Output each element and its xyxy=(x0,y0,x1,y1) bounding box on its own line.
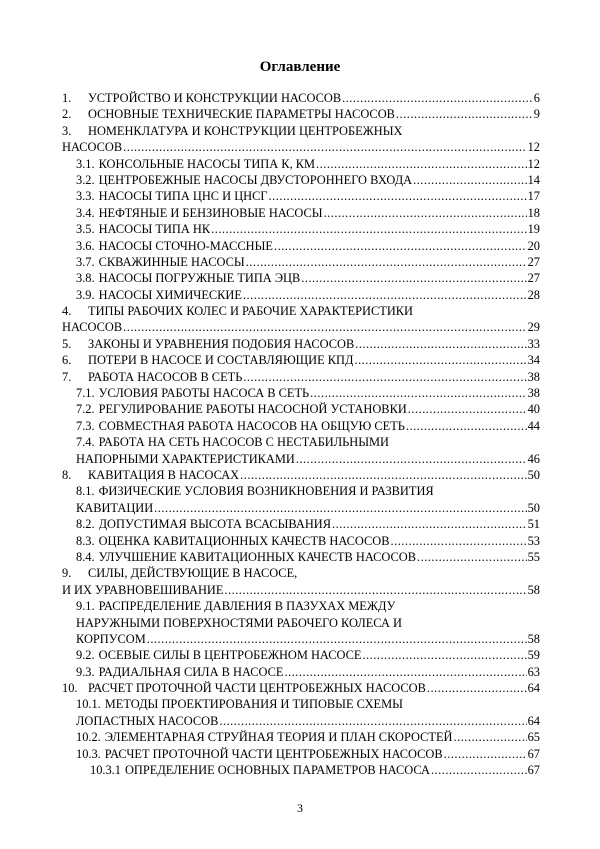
toc-entry-continuation xyxy=(62,631,540,647)
toc-leader-dots xyxy=(355,336,526,352)
toc-entry xyxy=(62,270,540,286)
toc-leader-dots xyxy=(219,713,526,729)
toc-entry-page: 38 xyxy=(527,386,540,401)
toc-entry-number: 3.6. xyxy=(76,238,95,253)
toc-entry-text: СИЛЫ, ДЕЙСТВУЮЩИЕ В НАСОСЕ, xyxy=(88,566,298,581)
toc-leader-dots xyxy=(444,746,527,762)
toc-entry-number: 10.3.1 xyxy=(90,763,121,778)
toc-entry-page: 55 xyxy=(527,549,540,564)
toc-leader-dots xyxy=(342,90,533,106)
toc-leader-dots xyxy=(246,254,527,270)
toc-leader-dots xyxy=(147,631,527,647)
toc-entry-page: 50 xyxy=(527,500,540,515)
toc-entry-number: 6. xyxy=(62,353,72,368)
toc-entry-number: 5. xyxy=(62,336,72,351)
toc-entry-number: 3.9. xyxy=(76,287,95,302)
toc-entry-text: НАСОСЫ ХИМИЧЕСКИЕ xyxy=(98,287,242,302)
toc-entry xyxy=(62,549,540,565)
toc-leader-dots xyxy=(413,172,527,188)
toc-entry xyxy=(62,106,540,122)
toc-leader-dots xyxy=(396,106,533,122)
toc-entry-page: 51 xyxy=(527,517,540,532)
toc-entry-text: УСТРОЙСТВО И КОНСТРУКЦИИ НАСОСОВ xyxy=(88,91,342,105)
toc-entry-page: 58 xyxy=(527,582,540,597)
toc-entry xyxy=(62,90,540,106)
toc-entry-text: ОЦЕНКА КАВИТАЦИОННЫХ КАЧЕСТВ НАСОСОВ xyxy=(98,533,390,548)
toc-leader-dots xyxy=(154,500,526,516)
page-number: 3 xyxy=(297,801,303,815)
toc-entry xyxy=(62,254,540,270)
toc-entry-number: 3.7. xyxy=(76,254,95,269)
toc-leader-dots xyxy=(362,647,526,663)
toc-entry-text: НАСОСЫ ТИПА НК xyxy=(98,222,211,237)
toc-entry-page: 64 xyxy=(527,713,540,728)
toc-entry-text: ЗАКОНЫ И УРАВНЕНИЯ ПОДОБИЯ НАСОСОВ xyxy=(88,336,355,351)
toc-entry-text: НАСОСЫ СТОЧНО-МАССНЫЕ xyxy=(98,238,273,253)
toc-entry-page: 29 xyxy=(527,320,540,335)
toc-entry-page: 50 xyxy=(527,467,540,482)
toc-entry xyxy=(62,516,540,532)
toc-entry-text: ПОТЕРИ В НАСОСЕ И СОСТАВЛЯЮЩИЕ КПД xyxy=(88,353,354,368)
toc-entry-number: 3.8. xyxy=(76,271,95,286)
toc-entry-number: 3.2. xyxy=(76,172,95,187)
toc-entry-text-cont: КОРПУСОМ xyxy=(76,631,146,646)
toc-leader-dots xyxy=(301,270,526,286)
toc-entry xyxy=(62,369,540,385)
toc-entry-text: СОВМЕСТНАЯ РАБОТА НАСОСОВ НА ОБЩУЮ СЕТЬ xyxy=(98,418,405,433)
toc-entry xyxy=(62,746,540,762)
toc-entry-page: 18 xyxy=(527,205,540,220)
toc-entry-text: РАДИАЛЬНАЯ СИЛА В НАСОСЕ xyxy=(98,664,284,679)
toc-leader-dots xyxy=(269,188,527,204)
toc-entry-continuation xyxy=(62,451,540,467)
toc-entry-text: ТИПЫ РАБОЧИХ КОЛЕС И РАБОЧИЕ ХАРАКТЕРИСТИКИ xyxy=(88,304,413,319)
toc-entry-number: 10.1. xyxy=(76,697,101,712)
toc-leader-dots xyxy=(316,156,527,172)
toc-entry-text-cont: ЛОПАСТНЫХ НАСОСОВ xyxy=(76,713,219,728)
toc-entry xyxy=(62,696,540,712)
toc-entry-number: 7.2. xyxy=(76,402,95,417)
toc-entry xyxy=(62,647,540,663)
toc-entry-text: КАВИТАЦИЯ В НАСОСАХ xyxy=(88,467,240,482)
toc-entry-page: 38 xyxy=(527,369,540,384)
toc-entry xyxy=(62,729,540,745)
toc-entry-page: 14 xyxy=(527,172,540,187)
toc-entry-continuation xyxy=(62,500,540,516)
toc-entry-page: 6 xyxy=(533,91,540,105)
toc-leader-dots xyxy=(354,352,526,368)
toc-entry-number: 3.1. xyxy=(76,156,95,171)
toc-leader-dots xyxy=(453,729,526,745)
toc-entry-number: 3.3. xyxy=(76,189,95,204)
toc-entry xyxy=(62,221,540,237)
toc-entry-page: 46 xyxy=(527,451,540,466)
toc-entry xyxy=(62,385,540,401)
toc-entry-page: 28 xyxy=(527,287,540,302)
toc-leader-dots xyxy=(332,516,527,532)
toc-entry-number: 3.4. xyxy=(76,205,95,220)
toc-entry-number: 8.4. xyxy=(76,549,95,564)
toc-entry-text: РАСПРЕДЕЛЕНИЕ ДАВЛЕНИЯ В ПАЗУХАХ МЕЖДУ xyxy=(98,599,396,614)
toc-leader-dots xyxy=(243,287,527,303)
toc-leader-dots xyxy=(123,139,526,155)
toc-entry-number: 8.3. xyxy=(76,533,95,548)
toc-entry-text: КОНСОЛЬНЫЕ НАСОСЫ ТИПА К, КМ xyxy=(98,156,316,171)
toc-entry-page: 33 xyxy=(527,336,540,351)
toc-entry-page: 12 xyxy=(527,140,540,155)
toc-entry-number: 7.4. xyxy=(76,435,95,450)
toc-leader-dots xyxy=(408,401,527,417)
toc-entry-page: 67 xyxy=(527,763,540,778)
toc-leader-dots xyxy=(427,680,527,696)
toc-leader-dots xyxy=(224,582,526,598)
toc-entry-text-cont: НАПОРНЫМИ ХАРАКТЕРИСТИКАМИ xyxy=(76,451,295,466)
toc-entry xyxy=(62,598,540,614)
toc-entry-text-cont: КАВИТАЦИИ xyxy=(76,500,154,515)
toc-leader-dots xyxy=(324,205,527,221)
toc-entry-page: 44 xyxy=(527,418,540,433)
toc-entry-text-cont: И ИХ УРАВНОВЕШИВАНИЕ xyxy=(62,582,224,597)
toc-entry-page: 64 xyxy=(527,681,540,696)
toc-entry xyxy=(62,434,540,450)
toc-entry-page: 9 xyxy=(533,107,540,122)
toc-entry-text-cont: НАСОСОВ xyxy=(62,320,123,335)
toc-entry-page: 27 xyxy=(527,271,540,286)
toc-entry-page: 53 xyxy=(527,533,540,548)
toc-entry xyxy=(62,188,540,204)
toc-entry xyxy=(62,401,540,417)
toc-entry-text: ЦЕНТРОБЕЖНЫЕ НАСОСЫ ДВУСТОРОННЕГО ВХОДА xyxy=(98,172,413,187)
toc-entry-continuation xyxy=(62,615,540,631)
toc-entry-text: РАБОТА НА СЕТЬ НАСОСОВ С НЕСТАБИЛЬНЫМИ xyxy=(98,435,389,450)
toc-entry-text: УСЛОВИЯ РАБОТЫ НАСОСА В СЕТЬ xyxy=(98,386,310,401)
toc-entry-text: МЕТОДЫ ПРОЕКТИРОВАНИЯ И ТИПОВЫЕ СХЕМЫ xyxy=(104,697,403,712)
toc-entry-text: НАСОСЫ ТИПА ЦНС И ЦНСГ xyxy=(98,189,268,204)
toc-entry-page: 40 xyxy=(527,402,540,417)
toc-leader-dots xyxy=(123,319,526,335)
toc-entry-text: НЕФТЯНЫЕ И БЕНЗИНОВЫЕ НАСОСЫ xyxy=(98,205,323,220)
toc-entry xyxy=(62,664,540,680)
toc-entry-text: ДОПУСТИМАЯ ВЫСОТА ВСАСЫВАНИЯ xyxy=(98,517,332,532)
toc-entry-number: 10. xyxy=(62,681,78,696)
toc-entry-page: 27 xyxy=(527,254,540,269)
toc-entry-number: 9.1. xyxy=(76,599,95,614)
toc-entry-number: 7. xyxy=(62,369,72,384)
toc-entry-text: НОМЕНКЛАТУРА И КОНСТРУКЦИИ ЦЕНТРОБЕЖНЫХ xyxy=(88,123,403,138)
toc-entry-number: 8.1. xyxy=(76,484,95,499)
toc-entry-number: 1. xyxy=(62,91,72,105)
toc-entry-number: 2. xyxy=(62,107,72,122)
toc-entry-text: ФИЗИЧЕСКИЕ УСЛОВИЯ ВОЗНИКНОВЕНИЯ И РАЗВИТИЯ xyxy=(98,484,434,499)
toc-entry xyxy=(62,238,540,254)
toc-entry-number: 10.3. xyxy=(76,746,101,761)
toc-entry-text: ОСНОВНЫЕ ТЕХНИЧЕСКИЕ ПАРАМЕТРЫ НАСОСОВ xyxy=(88,107,395,122)
toc-entry-continuation xyxy=(62,319,540,335)
toc-entry-number: 7.3. xyxy=(76,418,95,433)
toc-entry-page: 34 xyxy=(527,353,540,368)
toc-entry-page: 59 xyxy=(527,648,540,663)
toc-entry-page: 17 xyxy=(527,189,540,204)
toc-entry xyxy=(62,565,540,581)
toc-entry-text: РЕГУЛИРОВАНИЕ РАБОТЫ НАСОСНОЙ УСТАНОВКИ xyxy=(98,402,407,417)
toc-entry-number: 7.1. xyxy=(76,386,95,401)
toc-entry-continuation xyxy=(62,713,540,729)
table-of-contents xyxy=(62,90,540,778)
toc-entry-text: ОСЕВЫЕ СИЛЫ В ЦЕНТРОБЕЖНОМ НАСОСЕ xyxy=(98,648,362,663)
toc-entry xyxy=(62,533,540,549)
toc-entry-text-cont: НАРУЖНЫМИ ПОВЕРХНОСТЯМИ РАБОЧЕГО КОЛЕСА И xyxy=(76,615,402,630)
toc-entry-page: 20 xyxy=(527,238,540,253)
toc-entry-text: РАБОТА НАСОСОВ В СЕТЬ xyxy=(88,369,243,384)
toc-leader-dots xyxy=(431,762,527,778)
toc-leader-dots xyxy=(406,418,527,434)
toc-entry-number: 8.2. xyxy=(76,517,95,532)
toc-leader-dots xyxy=(240,467,526,483)
toc-entry-page: 65 xyxy=(527,730,540,745)
toc-entry xyxy=(62,418,540,434)
toc-entry-text: ЭЛЕМЕНТАРНАЯ СТРУЙНАЯ ТЕОРИЯ И ПЛАН СКОРОСТЕЙ xyxy=(104,730,453,745)
toc-entry xyxy=(62,680,540,696)
toc-entry-page: 19 xyxy=(527,222,540,237)
toc-entry-number: 3. xyxy=(62,123,72,138)
toc-leader-dots xyxy=(296,451,527,467)
toc-entry xyxy=(62,156,540,172)
toc-entry xyxy=(62,287,540,303)
toc-entry-text: СКВАЖИННЫЕ НАСОСЫ xyxy=(98,254,245,269)
toc-entry-page: 63 xyxy=(527,664,540,679)
toc-entry-number: 3.5. xyxy=(76,222,95,237)
toc-entry xyxy=(62,172,540,188)
toc-entry-number: 10.2. xyxy=(76,730,101,745)
toc-entry xyxy=(62,205,540,221)
toc-entry-text: НАСОСЫ ПОГРУЖНЫЕ ТИПА ЭЦВ xyxy=(98,271,301,286)
toc-entry-number: 4. xyxy=(62,304,72,319)
toc-entry xyxy=(62,762,540,778)
toc-entry xyxy=(62,483,540,499)
toc-leader-dots xyxy=(391,533,527,549)
toc-leader-dots xyxy=(211,221,526,237)
toc-entry-continuation xyxy=(62,582,540,598)
toc-entry xyxy=(62,123,540,139)
toc-leader-dots xyxy=(417,549,527,565)
toc-entry-page: 67 xyxy=(527,746,540,761)
toc-leader-dots xyxy=(310,385,526,401)
toc-entry-number: 8. xyxy=(62,467,72,482)
toc-entry-text: УЛУЧШЕНИЕ КАВИТАЦИОННЫХ КАЧЕСТВ НАСОСОВ xyxy=(98,549,417,564)
toc-entry-page: 12 xyxy=(527,156,540,171)
toc-entry-continuation xyxy=(62,139,540,155)
toc-entry-number: 9.2. xyxy=(76,648,95,663)
toc-entry xyxy=(62,303,540,319)
toc-entry-text: РАСЧЕТ ПРОТОЧНОЙ ЧАСТИ ЦЕНТРОБЕЖНЫХ НАСОСОВ xyxy=(88,681,426,696)
toc-entry-text: ОПРЕДЕЛЕНИЕ ОСНОВНЫХ ПАРАМЕТРОВ НАСОСА xyxy=(124,763,430,778)
toc-title: Оглавление xyxy=(259,59,341,75)
toc-entry-number: 9. xyxy=(62,566,72,581)
toc-entry xyxy=(62,336,540,352)
toc-entry-text-cont: НАСОСОВ xyxy=(62,140,123,155)
toc-entry xyxy=(62,352,540,368)
toc-entry xyxy=(62,467,540,483)
toc-entry-page: 58 xyxy=(527,631,540,646)
toc-leader-dots xyxy=(243,369,526,385)
toc-leader-dots xyxy=(274,238,527,254)
toc-entry-number: 9.3. xyxy=(76,664,95,679)
toc-entry-text: РАСЧЕТ ПРОТОЧНОЙ ЧАСТИ ЦЕНТРОБЕЖНЫХ НАСОСОВ xyxy=(104,746,443,761)
toc-leader-dots xyxy=(284,664,526,680)
